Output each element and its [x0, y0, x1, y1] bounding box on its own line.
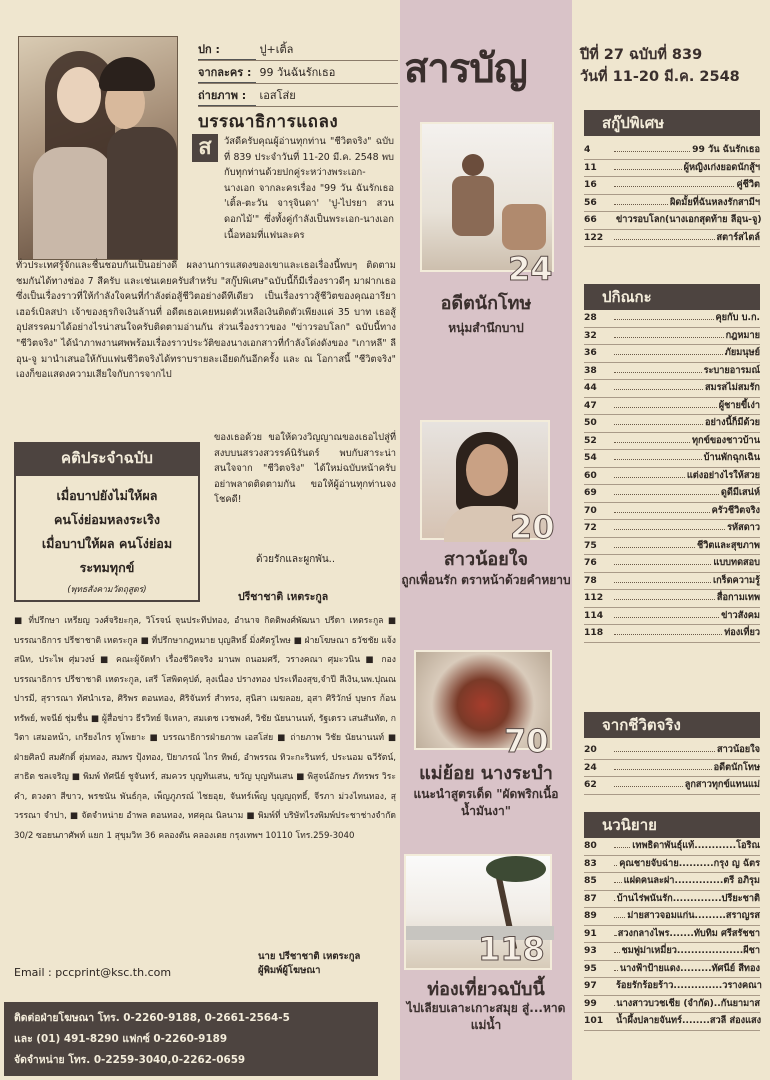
toc-title: คุยกับ บ.ก. — [715, 312, 760, 323]
toc-entry[interactable] — [584, 450, 760, 468]
motto-source: (พุทธสังคามวัตถุสูตร) — [67, 585, 147, 595]
toc-page-number: 75 — [584, 539, 597, 551]
toc-title: ผู้ชายขี้เง่า — [718, 399, 760, 411]
toc-leader-dots — [614, 337, 724, 338]
section-header-special: สกู๊ปพิเศษ — [584, 110, 760, 136]
toc-entry[interactable] — [584, 212, 760, 230]
editorial-title: บรรณาธิการแถลง — [198, 112, 339, 132]
toc-title: คุณชายจับฉ่าย..........กรุง ญ ฉัตร — [619, 857, 760, 869]
toc-entry[interactable] — [584, 742, 760, 760]
staff-credits: ■ ที่ปรึกษา เหรียญ วงศ์จริยะกุล, วิโรจน์ จุนประทีปทอง, อำนาจ กิตติพงศ์พัฒนา ปรีดา เหตระกูล ■ บรรณาธิการ ปรีชาชาติ เหตระกูล ■ ที่ปรึกษากฎหมาย บุญสิทธิ์ มิ่งศัตรูไพษ ■ ฝ่ายโฆษณา ธวัชชัย แจ้งสนิท, ประไพ ศุ่มวงษ์ ■ คณะผู้จัดทำ เรื่องชีวิตจริง มานพ ถนอมศรี, วรางคณา ศุมะวนิน ■ กองบรรณาธิการ ปรีชาชาติ เหตระกูล, เสรี โสพิตคุปต์, ลุงเนื่อง ปรางทอง ประเทืองสุข,จำปี สีเงิน,นพ.ปุณณ ปารมี, สุรารณา ทัศนำเรอ, ศิริพร ดอนทอง, ศิริจันทร์ สำทรง, สุนิสา เมฆลอย, อุสา ศิริวักษ์ บุษกร ก้อนทรัพย์, พจนีย์ ชุ่มชื่น ■ ผู้สื่อข่าว ธีรวิทย์ จิเหลา, สมเดช เวชพงศ์, วิชัย นัยนานนท์, รัฐเดรว เสนสันทัด, กวิตา เสมอหน้า, เกรียงไกร ทูโพยาะ ■ บรรณาธิการฝ่ายภาพ เอสโส่ย ■ ถ่ายภาพ วิชัย นัยนานนท์ ■ ฝ่ายศิลป์ สมศักดิ์ ตุ่มทอง, สมพร ปุ้งทอง, ปิยาภรณ์ ไกร ทิพย์, อำพรรณ ทิวะกะรินทร์, ประนอม ฉวีรัตน์, สาธิต ชลเจริญ ■ พิมพ์ ทัศนีย์ ชูจันทร์, สมควร บุญทันเสน, ขวัญ บุญทันเสน ■ พิสูจน์อักษร ภัทรพร วิระคำ, ดวงตา สีขาว, พรชนัน พันธ์กุล, เพ็ญภูภรณ์ ไชยอุย, จันทร์เพ็ญ บุญญฤทธิ์, จีรภา ม่วงไทนทอง, สุวรรณา จำปา, ■ จัดจำหน่าย อำพล ดอนทอง, ทศคุณ นิลนาม ■ พิมพ์ที่ บริษัทไรงพิมพ์ประชาช่างจำกัด 30/2 ซอยนภาศัพท์ แยก 1 สุขุมวิท 36 คลองตัน คลองเตย กรุงเทพฯ 10110 โทร.259-3040 — [14, 616, 396, 841]
toc-entry[interactable] — [584, 398, 760, 416]
toc-leader-dots — [614, 865, 617, 866]
toc-page-number: 76 — [584, 557, 597, 568]
publisher-role: ผู้พิมพ์ผู้โฆษณา — [258, 965, 321, 976]
toc-title: สมรสไม่สมรัก — [704, 382, 760, 393]
toc-title: ภัยมนุษย์ — [724, 347, 760, 358]
editorial-paragraph-3: ของเธอด้วย ขอให้ดวงวิญญาณของเธอไปสู่ที่สงบบนสรวงสวรรค์นิรันดร์ พบกับสาระน่าสนใจจาก "ชีวิตจริง" ได้ใหม่ฉบับหน้าครับ อย่าพลาดติดตามกัน ขอให้ผู้อ่านทุกท่านจงโชคดี! — [214, 432, 396, 506]
editorial-dropcap: ส — [192, 134, 218, 162]
toc-leader-dots — [614, 319, 714, 320]
toc-entry[interactable] — [584, 908, 760, 926]
toc-entry[interactable] — [584, 503, 760, 521]
toc-title: แต่งอย่างไรให้สวย — [686, 469, 760, 481]
toc-entry[interactable] — [584, 345, 760, 363]
toc-entry[interactable] — [584, 777, 760, 795]
toc-page-number: 97 — [584, 980, 597, 991]
toc-page-number: 50 — [584, 417, 597, 428]
contact-ads: ติดต่อฝ่ายโฆษณา โทร. 0-2260-9188, 0-2661-2564-5 — [14, 1012, 290, 1024]
toc-leader-dots — [614, 204, 668, 205]
contact-box — [4, 1002, 378, 1076]
motto-header: คติประจำฉบับ — [14, 442, 200, 474]
toc-page-number: 72 — [584, 522, 597, 533]
toc-title: ชมพู่ม่าเหมี่ยว...................ผีชา — [621, 945, 760, 956]
story-page-number: 20 — [510, 508, 555, 546]
toc-entry[interactable] — [584, 625, 760, 643]
toc-leader-dots — [614, 372, 702, 373]
toc-page-number: 78 — [584, 574, 597, 586]
publisher-signature — [258, 950, 360, 978]
toc-title: ม่ายสาวจอมแก่น.........สราญรส — [627, 910, 760, 921]
toc-page-number: 83 — [584, 857, 597, 869]
toc-title: ดูดีมีเสน่ห์ — [720, 487, 760, 498]
toc-leader-dots — [614, 599, 715, 600]
toc-leader-dots — [614, 786, 683, 787]
toc-page-number: 112 — [584, 592, 604, 603]
toc-title: กฎหมาย — [725, 329, 760, 341]
page-title: สารบัญ — [404, 46, 527, 92]
toc-page-number: 38 — [584, 364, 597, 376]
motto-line: ระทมทุกข์ — [79, 560, 135, 575]
toc-title: เทพธิดาพันธุ์แท้............โอริณ — [632, 840, 760, 851]
toc-leader-dots — [614, 917, 625, 918]
toc-title: นางสาวบวชเชีย (จำกัด)..กันยามาส — [616, 997, 760, 1009]
toc-leader-dots — [614, 751, 715, 752]
toc-entry[interactable] — [584, 926, 760, 944]
toc-novel — [584, 838, 760, 1031]
toc-entry[interactable] — [584, 961, 760, 979]
drama-value: 99 วันฉันรักเธอ — [259, 66, 336, 79]
editorial-signature: ปรีชาชาติ เหตระกูล — [238, 591, 329, 603]
toc-page-number: 28 — [584, 312, 597, 323]
toc-page-number: 99 — [584, 997, 597, 1009]
toc-entry[interactable] — [584, 485, 760, 503]
toc-page-number: 24 — [584, 761, 597, 773]
toc-entry[interactable] — [584, 856, 760, 874]
toc-leader-dots — [614, 169, 682, 170]
photo-value: เอสโส่ย — [259, 89, 296, 102]
toc-title: ชีวิตและสุขภาพ — [696, 539, 760, 551]
motto-line: คนโง่ย่อมหลงระเริง — [53, 512, 161, 527]
issue-info — [580, 44, 740, 88]
section-header-novel: นวนิยาย — [584, 812, 760, 838]
toc-entry[interactable] — [584, 555, 760, 573]
toc-title: ข่าวรอบโลก(นางเอกสุดท้าย ลีอุน-จู) — [616, 214, 762, 225]
toc-page-number: 4 — [584, 144, 591, 155]
toc-page-number: 69 — [584, 487, 597, 498]
toc-page-number: 91 — [584, 927, 597, 939]
toc-entry[interactable] — [584, 608, 760, 626]
toc-page-number: 36 — [584, 347, 597, 358]
toc-entry[interactable] — [584, 943, 760, 961]
story-subtitle: หนุ่มสำนึกบาป — [448, 321, 524, 335]
drama-label: จากละคร : — [198, 63, 256, 83]
toc-title: ร้อยรักร้อยร้าว..............วรางคณา — [616, 980, 762, 991]
toc-page-number: 66 — [584, 214, 597, 225]
story-subtitle: ไปเลียบเลาะเกาะสมุย สู่...หาดแม่น้ำ — [406, 1001, 566, 1032]
toc-entry[interactable] — [584, 873, 760, 891]
toc-title: ผิดมั้ยที่ฉันหลงรักสามีฯ — [669, 196, 760, 208]
toc-entry[interactable] — [584, 380, 760, 398]
toc-entry[interactable] — [584, 996, 760, 1014]
toc-title: อดีตนักโทษ — [713, 761, 760, 773]
toc-leader-dots — [614, 151, 690, 152]
toc-title: สวงกลางไพร.......ทับทิม ศรีสรัชชา — [617, 927, 760, 939]
toc-title: คู่ชีวิต — [736, 179, 760, 190]
toc-page-number: 16 — [584, 179, 597, 190]
cover-value: ปู+เติ้ล — [259, 43, 294, 56]
toc-entry[interactable] — [584, 328, 760, 346]
issue-date: วันที่ 11-20 มี.ค. 2548 — [580, 69, 740, 85]
toc-entry[interactable] — [584, 142, 760, 160]
toc-title: ทุกข์ของชาวบ้าน — [691, 434, 760, 446]
toc-page-number: 11 — [584, 161, 597, 173]
toc-leader-dots — [614, 512, 710, 513]
toc-leader-dots — [614, 459, 702, 460]
toc-entry[interactable] — [584, 363, 760, 381]
story-page-number: 118 — [478, 930, 545, 968]
toc-entry[interactable] — [584, 195, 760, 213]
toc-title: ข่าวสังคม — [721, 609, 760, 621]
issue-number: ปีที่ 27 ฉบับที่ 839 — [580, 47, 703, 63]
toc-leader-dots — [614, 900, 615, 901]
toc-leader-dots — [614, 882, 622, 883]
toc-leader-dots — [614, 186, 734, 187]
toc-page-number: 47 — [584, 399, 597, 411]
toc-title: ลูกสาวทุกข์แทนแม่ — [684, 779, 760, 790]
toc-entry[interactable] — [584, 177, 760, 195]
toc-page-number: 62 — [584, 779, 597, 790]
toc-page-number: 44 — [584, 382, 597, 393]
toc-leader-dots — [614, 952, 620, 953]
editorial-sign-off: ด้วยรักและผูกพัน.. — [256, 554, 336, 565]
toc-page-number: 114 — [584, 609, 604, 621]
toc-page-number: 20 — [584, 744, 597, 755]
toc-entry[interactable] — [584, 1013, 760, 1031]
toc-title: ระบายอารมณ์ — [703, 364, 760, 376]
cover-credits — [198, 40, 398, 109]
toc-entry[interactable] — [584, 538, 760, 556]
toc-misc — [584, 310, 760, 643]
toc-real-life — [584, 742, 760, 795]
toc-entry[interactable] — [584, 838, 760, 856]
toc-entry[interactable] — [584, 520, 760, 538]
toc-title: ผู้หญิงเก่งยอดนักสู้ฯ — [683, 161, 760, 173]
toc-title: แฝดคนละฝา..............ตรี อภิรุม — [623, 875, 760, 886]
motto-line: เมื่อบาปให้ผล คนโง่ย่อม — [41, 536, 173, 551]
toc-page-number: 54 — [584, 452, 597, 463]
contact-ads-2: และ (01) 491-8290 แฟกซ์ 0-2260-9189 — [14, 1033, 228, 1045]
toc-entry[interactable] — [584, 415, 760, 433]
toc-title: บ้านพักฉุกเฉิน — [703, 452, 760, 463]
section-header-misc: ปกิณกะ — [584, 284, 760, 310]
contact-distribution: จัดจำหน่าย โทร. 0-2259-3040,0-2262-0659 — [14, 1054, 246, 1066]
editorial-paragraph-2: ทั่วประเทศรู้จักและชื่นชอบกันเป็นอย่างดี ผลงานการแสดงของเขาและเธอเรื่องนี้พบๆ ติดตามชมกันได้ทางช่อง 7 สีครับ และเช่นเคยครับสำหรับ "สกู๊ปพิเศษ"ฉบับนี้ก็มีเรื่องราวดีๆ มาฝากเธอซึ่งเป็นเรื่องราวที่ให้กำลังใจคนที่กำลังต่อสู้ชีวิตอย่างดีทีเดียว เป็นเรื่องราวสู้ชีวิตของคุณอารียา เฮอร์เบิลสปา เจ้าของธุรกิจเงินล้านที่ อดีตเธอเคยหมดตัวเหลือเงินติดตัวเพียงแค่ 35 บาท เธอสู้อุปสรรคมาได้อย่างไรน่าสนใจครับติดตามอ่านกัน ส่วนเรื่องราวของ "ข่าวรอบโลก" ฉบับนี้ทาง "ชีวิตจริง" ได้นำภาพงานศพพร้อมเรื่องราวประวัติของนางเอกสาวที่กำลังโด่งดังของ "เกาหลี" ลี อุน-จู มานำเสนอให้กับแฟนชีวิตจริงได้ทราบรายละเอียดกันอีกครั้ง และ ณ โอกาสนี้ "ชีวิตจริง" เองก็ขอแสดงความเสียใจกับการจากไป — [16, 260, 396, 381]
toc-entry[interactable] — [584, 230, 760, 248]
toc-page-number: 122 — [584, 231, 604, 243]
story-subtitle: ถูกเพื่อนรัก ตราหน้าด้วยคำหยาบ — [401, 573, 571, 587]
motto-box — [14, 474, 200, 602]
toc-page-number: 56 — [584, 196, 597, 208]
toc-title: น้ำผึ้งปลายจันทร์........สวลี ส่องแสง — [616, 1015, 762, 1026]
toc-leader-dots — [614, 617, 719, 618]
toc-special — [584, 142, 760, 247]
toc-leader-dots — [614, 634, 722, 635]
toc-title: บ้านไร่พนันรัก..............ปรียะชาติ — [616, 892, 760, 904]
toc-leader-dots — [614, 442, 690, 443]
toc-leader-dots — [614, 389, 703, 390]
cover-photo — [18, 36, 178, 260]
email-address[interactable]: Email : pccprint@ksc.th.com — [14, 966, 172, 979]
toc-leader-dots — [614, 477, 685, 478]
editorial-paragraph-1: วัสดีครับคุณผู้อ่านทุกท่าน "ชีวิตจริง" ฉบับที่ 839 ประจำวันที่ 11-20 มี.ค. 2548 พบกับทุกท่านด้วยปกคู่ระหว่างพระเอก-นางเอก จากละครเรื่อง "99 วัน ฉันรักเธอ 'เติ้ล-ตะวัน จารุจินดา' 'ปู-ไปรยา สวนดอกไม้'" ซึ่งทั้งคู่กำลังเป็นพระเอก-นางเอกเนื้อหอมที่แฟนละคร — [224, 136, 394, 241]
toc-page-number: 80 — [584, 840, 597, 851]
toc-title: 99 วัน ฉันรักเธอ — [692, 144, 760, 155]
toc-title: แบบทดสอบ — [713, 557, 760, 568]
toc-leader-dots — [614, 769, 712, 770]
toc-title: ครัวชีวิตจริง — [711, 504, 760, 516]
publisher-name: นาย ปรีชาชาติ เหตระกูล — [258, 951, 361, 962]
toc-leader-dots — [614, 407, 717, 408]
toc-title: นางฟ้าป้ายแดง.........ทัศนีย์ สีทอง — [619, 962, 760, 974]
story-title[interactable]: อดีตนักโทษ — [440, 293, 532, 314]
toc-entry[interactable] — [584, 160, 760, 178]
toc-leader-dots — [614, 239, 715, 240]
toc-entry[interactable] — [584, 310, 760, 328]
story-title[interactable]: ท่องเที่ยวฉบับนี้ — [427, 979, 545, 1000]
toc-title: รหัสดาว — [727, 522, 760, 533]
toc-page-number: 95 — [584, 962, 597, 974]
toc-leader-dots — [614, 354, 723, 355]
toc-title: อย่างนี้ก็มีด้วย — [705, 417, 760, 428]
toc-entry[interactable] — [584, 433, 760, 451]
toc-page-number: 52 — [584, 434, 597, 446]
toc-leader-dots — [614, 847, 630, 848]
toc-leader-dots — [614, 547, 695, 548]
toc-page-number: 101 — [584, 1015, 604, 1026]
story-page-number: 70 — [504, 722, 549, 760]
toc-page-number: 32 — [584, 329, 597, 341]
toc-leader-dots — [614, 970, 618, 971]
toc-title: สตาร์สไตล์ — [716, 231, 760, 243]
toc-page-number: 87 — [584, 892, 597, 904]
toc-entry[interactable] — [584, 760, 760, 778]
toc-page-number: 60 — [584, 469, 597, 481]
toc-title: เกร็ดความรู้ — [712, 574, 760, 586]
toc-page-number: 85 — [584, 875, 597, 886]
story-title[interactable]: แม่ย้อย นางระบำ — [419, 763, 553, 784]
toc-page-number: 89 — [584, 910, 597, 921]
toc-page-number: 118 — [584, 627, 604, 638]
toc-leader-dots — [614, 529, 725, 530]
toc-page-number: 70 — [584, 504, 597, 516]
toc-title: ท่องเที่ยว — [724, 627, 760, 638]
toc-entry[interactable] — [584, 468, 760, 486]
story-subtitle: แนะนำสูตรเด็ด "ผัดพริกเนื้อน้ำมันงา" — [413, 787, 559, 818]
toc-title: สาวน้อยใจ — [717, 744, 760, 755]
toc-leader-dots — [614, 494, 719, 495]
toc-entry[interactable] — [584, 590, 760, 608]
toc-leader-dots — [614, 582, 711, 583]
photo-label: ถ่ายภาพ : — [198, 86, 256, 106]
toc-leader-dots — [614, 424, 703, 425]
story-page-number: 24 — [508, 250, 553, 288]
toc-title: สื่อกามเทพ — [716, 592, 760, 603]
toc-leader-dots — [614, 564, 711, 565]
toc-entry[interactable] — [584, 573, 760, 591]
toc-entry[interactable] — [584, 978, 760, 996]
toc-leader-dots — [614, 935, 616, 936]
section-header-real-life: จากชีวิตจริง — [584, 712, 760, 738]
story-title[interactable]: สาวน้อยใจ — [443, 549, 529, 570]
toc-page-number: 93 — [584, 945, 597, 956]
motto-line: เมื่อบาปยังไม่ให้ผล — [56, 488, 158, 503]
cover-label: ปก : — [198, 40, 256, 60]
toc-entry[interactable] — [584, 891, 760, 909]
